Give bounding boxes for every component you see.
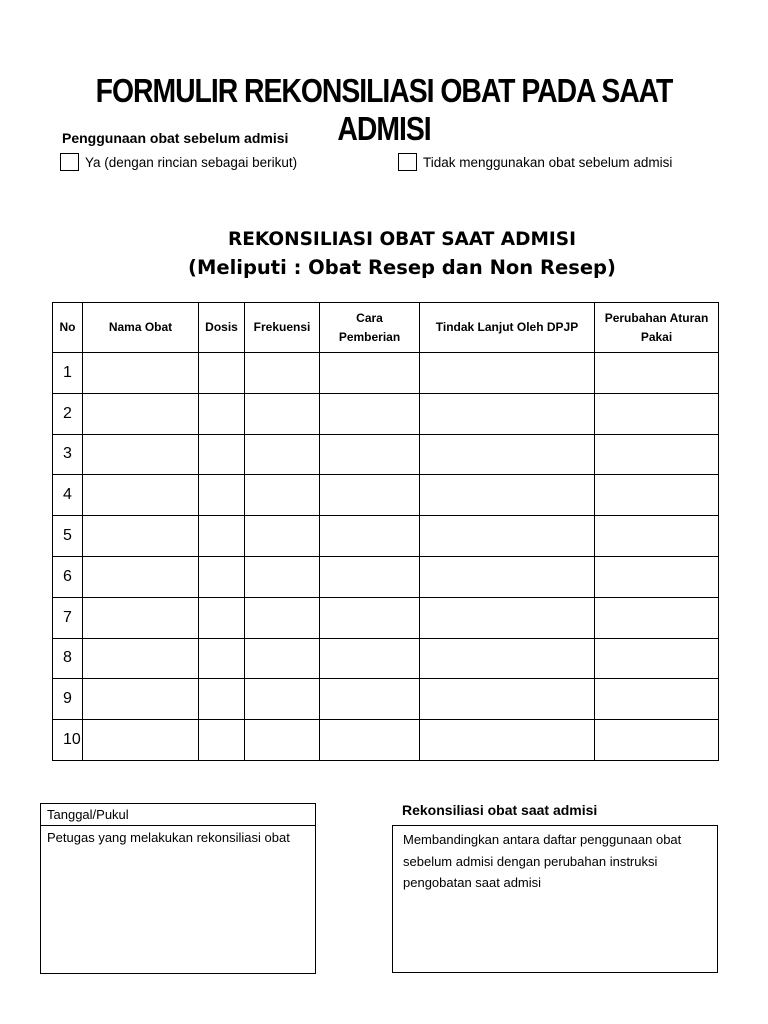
- nama-obat-cell[interactable]: [83, 720, 199, 761]
- option-yes: [60, 153, 297, 171]
- section-subtitle: (Meliputi : Obat Resep dan Non Resep): [188, 256, 616, 279]
- header-frekuensi: Frekuensi: [245, 303, 320, 353]
- perubahan-aturan-cell[interactable]: [595, 516, 719, 557]
- cara-pemberian-cell[interactable]: [320, 638, 420, 679]
- dosis-cell[interactable]: [199, 597, 245, 638]
- perubahan-aturan-cell[interactable]: [595, 434, 719, 475]
- perubahan-aturan-cell[interactable]: [595, 597, 719, 638]
- nama-obat-cell[interactable]: [83, 638, 199, 679]
- nama-obat-cell[interactable]: [83, 353, 199, 394]
- frekuensi-cell[interactable]: [245, 638, 320, 679]
- reconciliation-note-text: Membandingkan antara daftar penggunaan obat sebelum admisi dengan perubahan instruksi pengobatan saat admisi: [403, 832, 682, 890]
- nama-obat-cell[interactable]: [83, 393, 199, 434]
- cara-pemberian-cell[interactable]: [320, 434, 420, 475]
- header-no: No: [53, 303, 83, 353]
- header-dosis: Dosis: [199, 303, 245, 353]
- frekuensi-cell[interactable]: [245, 434, 320, 475]
- prior-use-label: Penggunaan obat sebelum admisi: [62, 130, 289, 146]
- cara-pemberian-cell[interactable]: [320, 556, 420, 597]
- row-number: 2: [53, 393, 83, 434]
- header-cara-pemberian: Cara Pemberian: [320, 303, 420, 353]
- reconciliation-table: [52, 302, 719, 761]
- nama-obat-cell[interactable]: [83, 679, 199, 720]
- nama-obat-cell[interactable]: [83, 556, 199, 597]
- row-number: 5: [53, 516, 83, 557]
- nama-obat-cell[interactable]: [83, 475, 199, 516]
- frekuensi-cell[interactable]: [245, 597, 320, 638]
- cara-pemberian-cell[interactable]: [320, 679, 420, 720]
- form-title: FORMULIR REKONSILIASI OBAT PADA SAAT ADMISI: [95, 72, 673, 147]
- tindak-lanjut-cell[interactable]: [420, 434, 595, 475]
- frekuensi-cell[interactable]: [245, 516, 320, 557]
- row-number: 10: [53, 720, 83, 761]
- table-row: [53, 556, 719, 597]
- cara-pemberian-cell[interactable]: [320, 597, 420, 638]
- cara-pemberian-cell[interactable]: [320, 393, 420, 434]
- dosis-cell[interactable]: [199, 720, 245, 761]
- dosis-cell[interactable]: [199, 393, 245, 434]
- dosis-cell[interactable]: [199, 556, 245, 597]
- row-number: 8: [53, 638, 83, 679]
- reconciliation-note-box: [392, 825, 718, 973]
- officer-box: [40, 803, 316, 974]
- row-number: 7: [53, 597, 83, 638]
- dosis-cell[interactable]: [199, 353, 245, 394]
- frekuensi-cell[interactable]: [245, 720, 320, 761]
- tindak-lanjut-cell[interactable]: [420, 393, 595, 434]
- header-tindak-lanjut: Tindak Lanjut Oleh DPJP: [420, 303, 595, 353]
- tindak-lanjut-cell[interactable]: [420, 353, 595, 394]
- row-number: 4: [53, 475, 83, 516]
- row-number: 9: [53, 679, 83, 720]
- perubahan-aturan-cell[interactable]: [595, 638, 719, 679]
- dosis-cell[interactable]: [199, 516, 245, 557]
- perubahan-aturan-cell[interactable]: [595, 393, 719, 434]
- tindak-lanjut-cell[interactable]: [420, 720, 595, 761]
- tindak-lanjut-cell[interactable]: [420, 638, 595, 679]
- tindak-lanjut-cell[interactable]: [420, 556, 595, 597]
- reconciliation-note-title: Rekonsiliasi obat saat admisi: [402, 802, 598, 818]
- officer-field[interactable]: Petugas yang melakukan rekonsiliasi obat: [47, 830, 290, 845]
- tindak-lanjut-cell[interactable]: [420, 516, 595, 557]
- cara-pemberian-cell[interactable]: [320, 720, 420, 761]
- tindak-lanjut-cell[interactable]: [420, 597, 595, 638]
- dosis-cell[interactable]: [199, 434, 245, 475]
- nama-obat-cell[interactable]: [83, 516, 199, 557]
- nama-obat-cell[interactable]: [83, 434, 199, 475]
- row-number: 3: [53, 434, 83, 475]
- checkbox-no[interactable]: [398, 153, 417, 171]
- frekuensi-cell[interactable]: [245, 475, 320, 516]
- section-title: REKONSILIASI OBAT SAAT ADMISI: [228, 229, 576, 250]
- header-nama-obat: Nama Obat: [83, 303, 199, 353]
- dosis-cell[interactable]: [199, 638, 245, 679]
- perubahan-aturan-cell[interactable]: [595, 475, 719, 516]
- perubahan-aturan-cell[interactable]: [595, 353, 719, 394]
- row-number: 1: [53, 353, 83, 394]
- cara-pemberian-cell[interactable]: [320, 516, 420, 557]
- frekuensi-cell[interactable]: [245, 679, 320, 720]
- cara-pemberian-cell[interactable]: [320, 353, 420, 394]
- frekuensi-cell[interactable]: [245, 393, 320, 434]
- perubahan-aturan-cell[interactable]: [595, 556, 719, 597]
- option-no-label: Tidak menggunakan obat sebelum admisi: [423, 154, 673, 170]
- table-row: [53, 638, 719, 679]
- table-row: [53, 516, 719, 557]
- tindak-lanjut-cell[interactable]: [420, 679, 595, 720]
- table-row: [53, 475, 719, 516]
- table-row: [53, 597, 719, 638]
- table-row: [53, 393, 719, 434]
- date-time-field[interactable]: Tanggal/Pukul: [41, 804, 315, 826]
- row-number: 6: [53, 556, 83, 597]
- perubahan-aturan-cell[interactable]: [595, 679, 719, 720]
- perubahan-aturan-cell[interactable]: [595, 720, 719, 761]
- tindak-lanjut-cell[interactable]: [420, 475, 595, 516]
- option-no: [398, 153, 672, 171]
- frekuensi-cell[interactable]: [245, 556, 320, 597]
- table-row: [53, 353, 719, 394]
- dosis-cell[interactable]: [199, 475, 245, 516]
- header-perubahan-aturan: Perubahan Aturan Pakai: [595, 303, 719, 353]
- cara-pemberian-cell[interactable]: [320, 475, 420, 516]
- table-row: [53, 434, 719, 475]
- checkbox-yes[interactable]: [60, 153, 79, 171]
- table-row: [53, 720, 719, 761]
- option-yes-label: Ya (dengan rincian sebagai berikut): [85, 154, 298, 170]
- dosis-cell[interactable]: [199, 679, 245, 720]
- table-row: [53, 679, 719, 720]
- frekuensi-cell[interactable]: [245, 353, 320, 394]
- nama-obat-cell[interactable]: [83, 597, 199, 638]
- table-header-row: [53, 303, 719, 353]
